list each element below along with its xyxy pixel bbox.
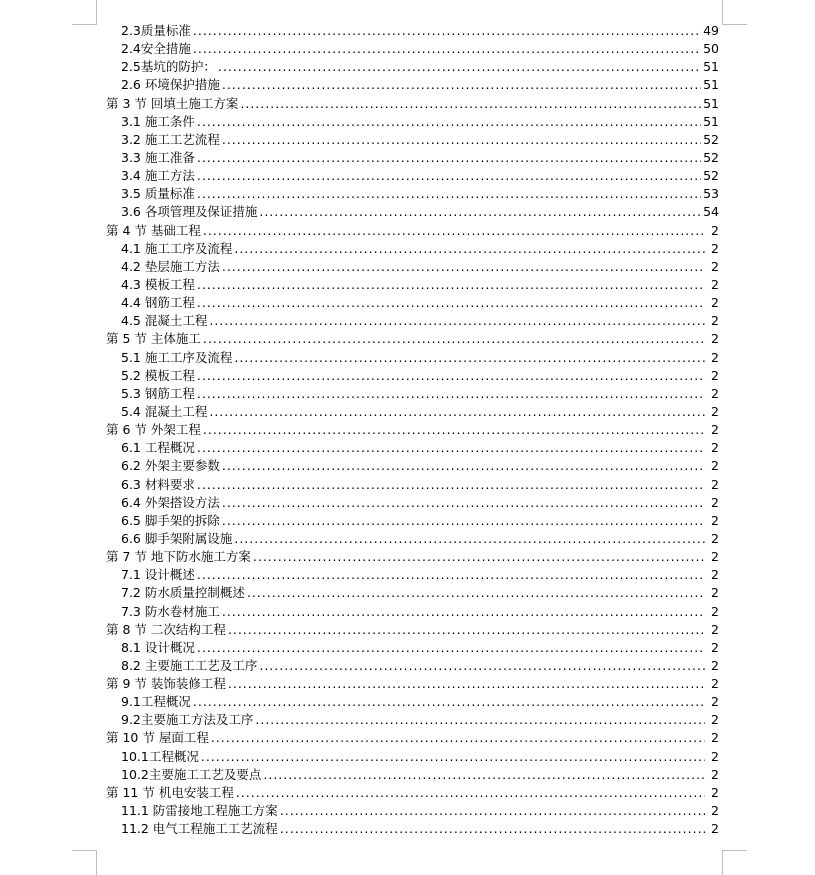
toc-dot-leader: [193, 40, 701, 58]
toc-subsection-entry[interactable]: [106, 149, 719, 167]
toc-entry-title: 第 7 节 地下防水施工方案: [106, 549, 251, 565]
toc-subsection-entry[interactable]: [106, 385, 719, 403]
toc-dot-leader: [197, 639, 705, 657]
toc-subsection-entry[interactable]: [106, 657, 719, 675]
toc-dot-leader: [197, 149, 701, 167]
toc-dot-leader: [209, 403, 705, 421]
toc-entry-page-number: 2: [711, 276, 719, 292]
toc-entry-page-number: 2: [711, 639, 719, 655]
toc-dot-leader: [255, 711, 705, 729]
toc-entry-title: 5.2 模板工程: [121, 367, 195, 383]
toc-entry-page-number: 2: [711, 313, 719, 329]
toc-subsection-entry[interactable]: [106, 185, 719, 203]
toc-entry-title: 6.6 脚手架附属设施: [121, 530, 233, 546]
toc-entry-page-number: 2: [711, 676, 719, 692]
toc-section-entry[interactable]: [106, 95, 719, 113]
toc-subsection-entry[interactable]: [106, 131, 719, 149]
toc-dot-leader: [197, 294, 705, 312]
toc-entry-title: 2.3质量标准: [121, 23, 191, 38]
toc-subsection-entry[interactable]: [106, 403, 719, 421]
toc-entry-title: 2.5基坑的防护：: [121, 59, 216, 75]
toc-entry-page-number: 50: [703, 41, 719, 57]
toc-dot-leader: [197, 276, 705, 294]
toc-dot-leader: [197, 167, 701, 185]
toc-entry-page-number: 2: [711, 712, 719, 728]
toc-subsection-entry[interactable]: [106, 276, 719, 294]
toc-entry-page-number: 2: [711, 349, 719, 365]
toc-dot-leader: [280, 820, 705, 838]
toc-entry-title: 第 11 节 机电安装工程: [106, 784, 234, 800]
toc-entry-page-number: 2: [711, 530, 719, 546]
toc-entry-title: 第 5 节 主体施工: [106, 331, 201, 347]
toc-entry-page-number: 2: [711, 458, 719, 474]
toc-subsection-entry[interactable]: [106, 512, 719, 530]
toc-entry-page-number: 2: [711, 258, 719, 274]
toc-entry-title: 第 9 节 装饰装修工程: [106, 676, 226, 692]
toc-dot-leader: [193, 22, 701, 40]
toc-entry-page-number: 2: [711, 748, 719, 764]
toc-entry-title: 3.2 施工工艺流程: [121, 131, 220, 147]
table-of-contents: [106, 22, 719, 838]
toc-entry-page-number: 53: [703, 186, 719, 202]
toc-section-entry[interactable]: [106, 621, 719, 639]
toc-dot-leader: [193, 693, 705, 711]
toc-entry-page-number: 2: [711, 784, 719, 800]
toc-entry-title: 9.1工程概况: [121, 694, 191, 710]
toc-entry-page-number: 2: [711, 621, 719, 637]
toc-entry-title: 2.6 环境保护措施: [121, 77, 220, 93]
toc-entry-title: 10.2主要施工工艺及要点: [121, 766, 262, 782]
toc-dot-leader: [222, 258, 705, 276]
toc-dot-leader: [197, 439, 705, 457]
toc-entry-title: 3.1 施工条件: [121, 113, 195, 129]
toc-subsection-entry[interactable]: [106, 113, 719, 131]
crop-mark-bottom-right: [722, 850, 747, 875]
toc-entry-title: 7.2 防水质量控制概述: [121, 585, 245, 601]
toc-entry-title: 6.3 材料要求: [121, 476, 195, 492]
toc-entry-title: 8.1 设计概况: [121, 639, 195, 655]
toc-entry-title: 第 8 节 二次结构工程: [106, 621, 226, 637]
toc-subsection-entry[interactable]: [106, 203, 719, 221]
toc-entry-page-number: 2: [711, 295, 719, 311]
toc-section-entry[interactable]: [106, 222, 719, 240]
toc-entry-page-number: 2: [711, 476, 719, 492]
toc-entry-page-number: 2: [711, 657, 719, 673]
toc-entry-title: 3.3 施工准备: [121, 149, 195, 165]
toc-dot-leader: [234, 349, 705, 367]
toc-entry-page-number: 2: [711, 730, 719, 746]
toc-dot-leader: [218, 58, 701, 76]
toc-subsection-entry[interactable]: [106, 820, 719, 838]
toc-subsection-entry[interactable]: [106, 711, 719, 729]
toc-entry-page-number: 52: [703, 131, 719, 147]
toc-entry-page-number: 2: [711, 512, 719, 528]
toc-dot-leader: [222, 131, 701, 149]
toc-dot-leader: [197, 566, 705, 584]
toc-dot-leader: [197, 185, 701, 203]
toc-entry-page-number: 2: [711, 222, 719, 238]
toc-entry-page-number: 2: [711, 803, 719, 819]
toc-subsection-entry[interactable]: [106, 167, 719, 185]
toc-subsection-entry[interactable]: [106, 76, 719, 94]
toc-dot-leader: [197, 385, 705, 403]
toc-entry-title: 3.4 施工方法: [121, 168, 195, 184]
toc-dot-leader: [197, 476, 705, 494]
toc-entry-page-number: 2: [711, 422, 719, 438]
toc-entry-page-number: 2: [711, 385, 719, 401]
toc-section-entry[interactable]: [106, 784, 719, 802]
toc-dot-leader: [228, 675, 705, 693]
toc-entry-title: 3.6 各项管理及保证措施: [121, 204, 258, 220]
toc-subsection-entry[interactable]: [106, 584, 719, 602]
toc-entry-page-number: 2: [711, 240, 719, 256]
toc-subsection-entry[interactable]: [106, 294, 719, 312]
toc-entry-page-number: 2: [711, 331, 719, 347]
toc-dot-leader: [222, 457, 705, 475]
toc-subsection-entry[interactable]: [106, 494, 719, 512]
toc-entry-page-number: 2: [711, 567, 719, 583]
toc-entry-page-number: 2: [711, 603, 719, 619]
toc-subsection-entry[interactable]: [106, 693, 719, 711]
toc-dot-leader: [253, 548, 705, 566]
toc-entry-title: 11.1 防雷接地工程施工方案: [121, 803, 278, 819]
toc-entry-page-number: 51: [703, 59, 719, 75]
toc-entry-page-number: 52: [703, 168, 719, 184]
toc-entry-page-number: 49: [703, 23, 719, 38]
toc-section-entry[interactable]: [106, 330, 719, 348]
toc-entry-page-number: 2: [711, 403, 719, 419]
toc-subsection-entry[interactable]: [106, 349, 719, 367]
toc-entry-title: 9.2主要施工方法及工序: [121, 712, 254, 728]
toc-entry-page-number: 54: [703, 204, 719, 220]
toc-dot-leader: [259, 657, 705, 675]
crop-mark-top-left: [72, 0, 97, 25]
toc-subsection-entry[interactable]: [106, 367, 719, 385]
crop-mark-bottom-left: [72, 850, 97, 875]
toc-subsection-entry[interactable]: [106, 258, 719, 276]
toc-entry-title: 4.1 施工工序及流程: [121, 240, 233, 256]
toc-entry-page-number: 2: [711, 585, 719, 601]
toc-dot-leader: [222, 76, 701, 94]
toc-dot-leader: [259, 203, 701, 221]
toc-entry-title: 3.5 质量标准: [121, 186, 195, 202]
toc-dot-leader: [263, 766, 705, 784]
toc-dot-leader: [203, 421, 705, 439]
toc-entry-title: 2.4安全措施: [121, 41, 191, 57]
toc-subsection-entry[interactable]: [106, 766, 719, 784]
toc-entry-title: 5.4 混凝土工程: [121, 403, 208, 419]
toc-section-entry[interactable]: [106, 548, 719, 566]
toc-dot-leader: [228, 621, 705, 639]
toc-entry-title: 第 10 节 屋面工程: [106, 730, 209, 746]
toc-dot-leader: [197, 113, 701, 131]
toc-entry-title: 11.2 电气工程施工工艺流程: [121, 821, 278, 837]
toc-entry-title: 4.5 混凝土工程: [121, 313, 208, 329]
toc-subsection-entry[interactable]: [106, 748, 719, 766]
toc-entry-page-number: 51: [703, 77, 719, 93]
toc-entry-page-number: 2: [711, 440, 719, 456]
toc-dot-leader: [201, 748, 705, 766]
toc-entry-title: 第 4 节 基础工程: [106, 222, 201, 238]
toc-entry-page-number: 2: [711, 694, 719, 710]
toc-entry-page-number: 51: [703, 113, 719, 129]
toc-subsection-entry[interactable]: [106, 603, 719, 621]
toc-subsection-entry[interactable]: [106, 22, 719, 40]
toc-subsection-entry[interactable]: [106, 312, 719, 330]
toc-entry-page-number: 2: [711, 367, 719, 383]
toc-section-entry[interactable]: [106, 675, 719, 693]
toc-entry-title: 第 6 节 外架工程: [106, 422, 201, 438]
toc-subsection-entry[interactable]: [106, 439, 719, 457]
toc-dot-leader: [209, 312, 705, 330]
toc-subsection-entry[interactable]: [106, 476, 719, 494]
toc-entry-title: 第 3 节 回填土施工方案: [106, 95, 239, 111]
toc-dot-leader: [222, 603, 705, 621]
toc-dot-leader: [211, 729, 705, 747]
toc-entry-title: 5.3 钢筋工程: [121, 385, 195, 401]
toc-entry-title: 6.5 脚手架的拆除: [121, 512, 220, 528]
toc-dot-leader: [280, 802, 705, 820]
toc-entry-page-number: 2: [711, 494, 719, 510]
toc-entry-page-number: 51: [703, 95, 719, 111]
toc-subsection-entry[interactable]: [106, 802, 719, 820]
toc-entry-page-number: 2: [711, 821, 719, 837]
toc-entry-title: 5.1 施工工序及流程: [121, 349, 233, 365]
toc-dot-leader: [203, 222, 705, 240]
toc-subsection-entry[interactable]: [106, 639, 719, 657]
toc-section-entry[interactable]: [106, 421, 719, 439]
toc-dot-leader: [234, 240, 705, 258]
toc-subsection-entry[interactable]: [106, 240, 719, 258]
crop-mark-top-right: [722, 0, 747, 25]
toc-dot-leader: [203, 330, 705, 348]
toc-entry-title: 10.1工程概况: [121, 748, 199, 764]
toc-entry-title: 7.1 设计概述: [121, 567, 195, 583]
toc-subsection-entry[interactable]: [106, 40, 719, 58]
toc-section-entry[interactable]: [106, 729, 719, 747]
toc-entry-title: 6.2 外架主要参数: [121, 458, 220, 474]
toc-dot-leader: [197, 367, 705, 385]
toc-entry-title: 6.1 工程概况: [121, 440, 195, 456]
toc-dot-leader: [240, 95, 701, 113]
toc-entry-title: 4.2 垫层施工方法: [121, 258, 220, 274]
toc-dot-leader: [247, 584, 705, 602]
toc-entry-title: 6.4 外架搭设方法: [121, 494, 220, 510]
toc-subsection-entry[interactable]: [106, 530, 719, 548]
toc-subsection-entry[interactable]: [106, 58, 719, 76]
toc-entry-page-number: 52: [703, 149, 719, 165]
toc-dot-leader: [236, 784, 705, 802]
toc-subsection-entry[interactable]: [106, 566, 719, 584]
toc-subsection-entry[interactable]: [106, 457, 719, 475]
toc-entry-title: 4.4 钢筋工程: [121, 295, 195, 311]
toc-entry-page-number: 2: [711, 549, 719, 565]
toc-entry-title: 4.3 模板工程: [121, 276, 195, 292]
toc-dot-leader: [222, 512, 705, 530]
toc-dot-leader: [234, 530, 705, 548]
toc-dot-leader: [222, 494, 705, 512]
toc-entry-title: 7.3 防水卷材施工: [121, 603, 220, 619]
toc-entry-page-number: 2: [711, 766, 719, 782]
toc-entry-title: 8.2 主要施工工艺及工序: [121, 657, 258, 673]
